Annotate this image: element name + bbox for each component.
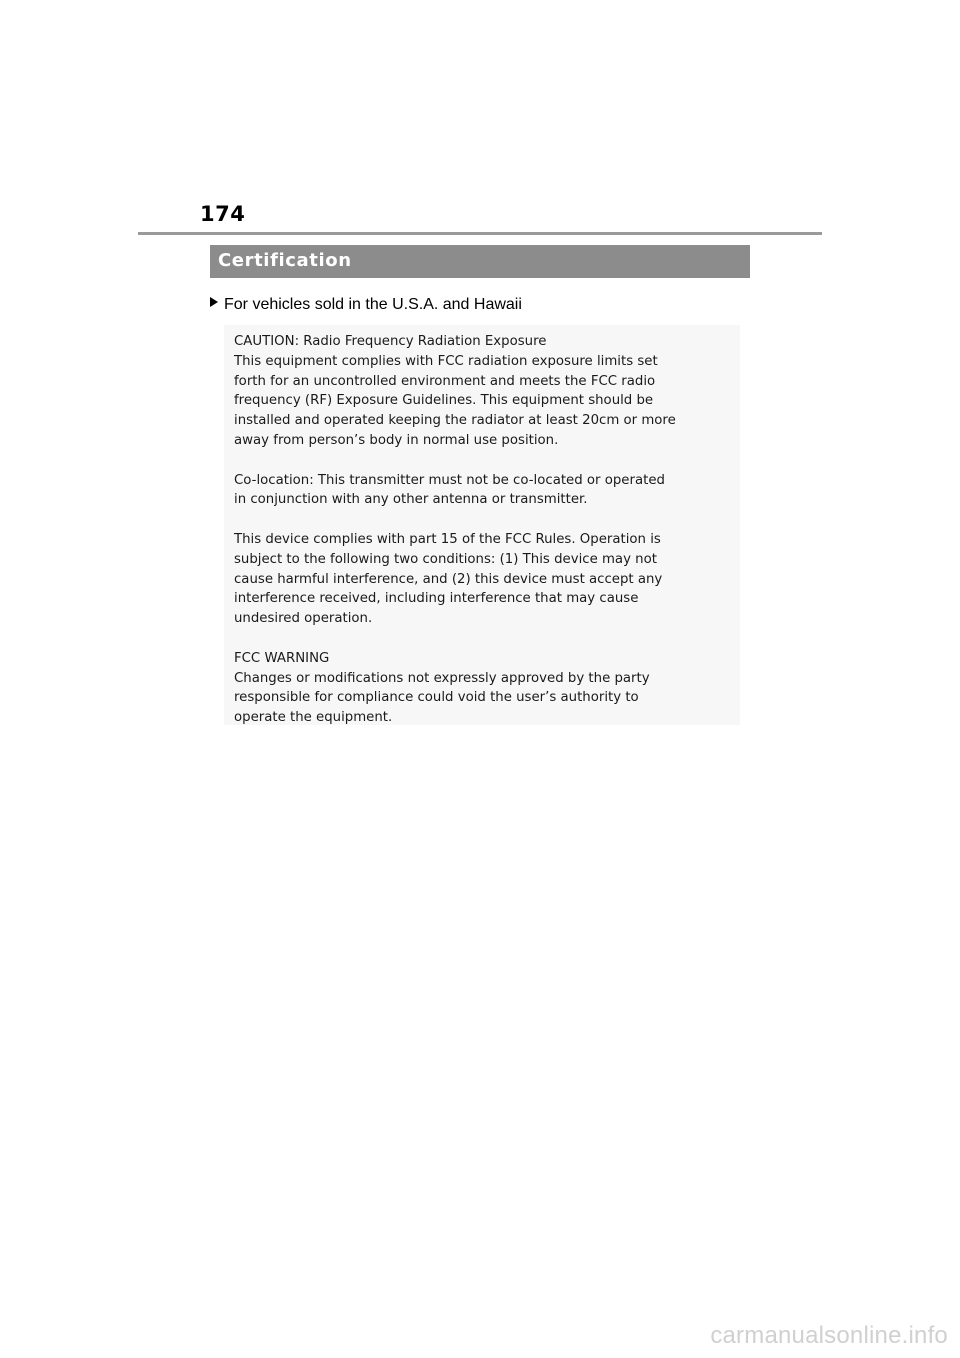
fcc-line: responsible for compliance could void the user’s authority to	[234, 690, 639, 706]
section-title: Certification	[218, 250, 352, 271]
fcc-line: This device complies with part 15 of the FCC Rules. Operation is	[234, 531, 661, 547]
fcc-line: away from person’s body in normal use position.	[234, 432, 559, 448]
watermark: carmanualsonline.info	[710, 1322, 948, 1349]
fcc-paragraph-rf-exposure	[234, 332, 734, 451]
fcc-line: CAUTION: Radio Frequency Radiation Exposure	[234, 334, 547, 349]
fcc-line: Changes or modifications not expressly approved by the party	[234, 670, 650, 686]
fcc-line: subject to the following two conditions: (1) This device may not	[234, 551, 657, 567]
fcc-line: frequency (RF) Exposure Guidelines. This equipment should be	[234, 393, 654, 409]
fcc-line: interference received, including interference that may cause	[234, 591, 639, 607]
fcc-line: forth for an uncontrolled environment and meets the FCC radio	[234, 373, 656, 389]
fcc-line: FCC WARNING	[234, 650, 330, 666]
fcc-line: This equipment complies with FCC radiation exposure limits set	[234, 353, 658, 369]
page-number: 174	[200, 202, 246, 226]
section-header	[210, 245, 750, 278]
fcc-notice-box	[224, 325, 740, 725]
triangle-right-icon	[210, 294, 218, 312]
fcc-paragraph-part15	[234, 530, 734, 629]
bullet-text: For vehicles sold in the U.S.A. and Hawaii	[224, 296, 522, 313]
fcc-line: undesired operation.	[234, 611, 373, 627]
fcc-line: in conjunction with any other antenna or transmitter.	[234, 492, 588, 508]
fcc-line: Co-location: This transmitter must not be co-located or operated	[234, 472, 665, 488]
bullet-item	[210, 296, 522, 314]
fcc-line: operate the equipment.	[234, 710, 393, 726]
fcc-paragraph-warning	[234, 649, 734, 728]
fcc-line: installed and operated keeping the radiator at least 20cm or more	[234, 413, 676, 429]
fcc-paragraph-co-location	[234, 471, 734, 511]
fcc-notice-text	[234, 332, 734, 748]
top-rule-divider	[138, 232, 822, 235]
fcc-line: cause harmful interference, and (2) this device must accept any	[234, 571, 663, 587]
